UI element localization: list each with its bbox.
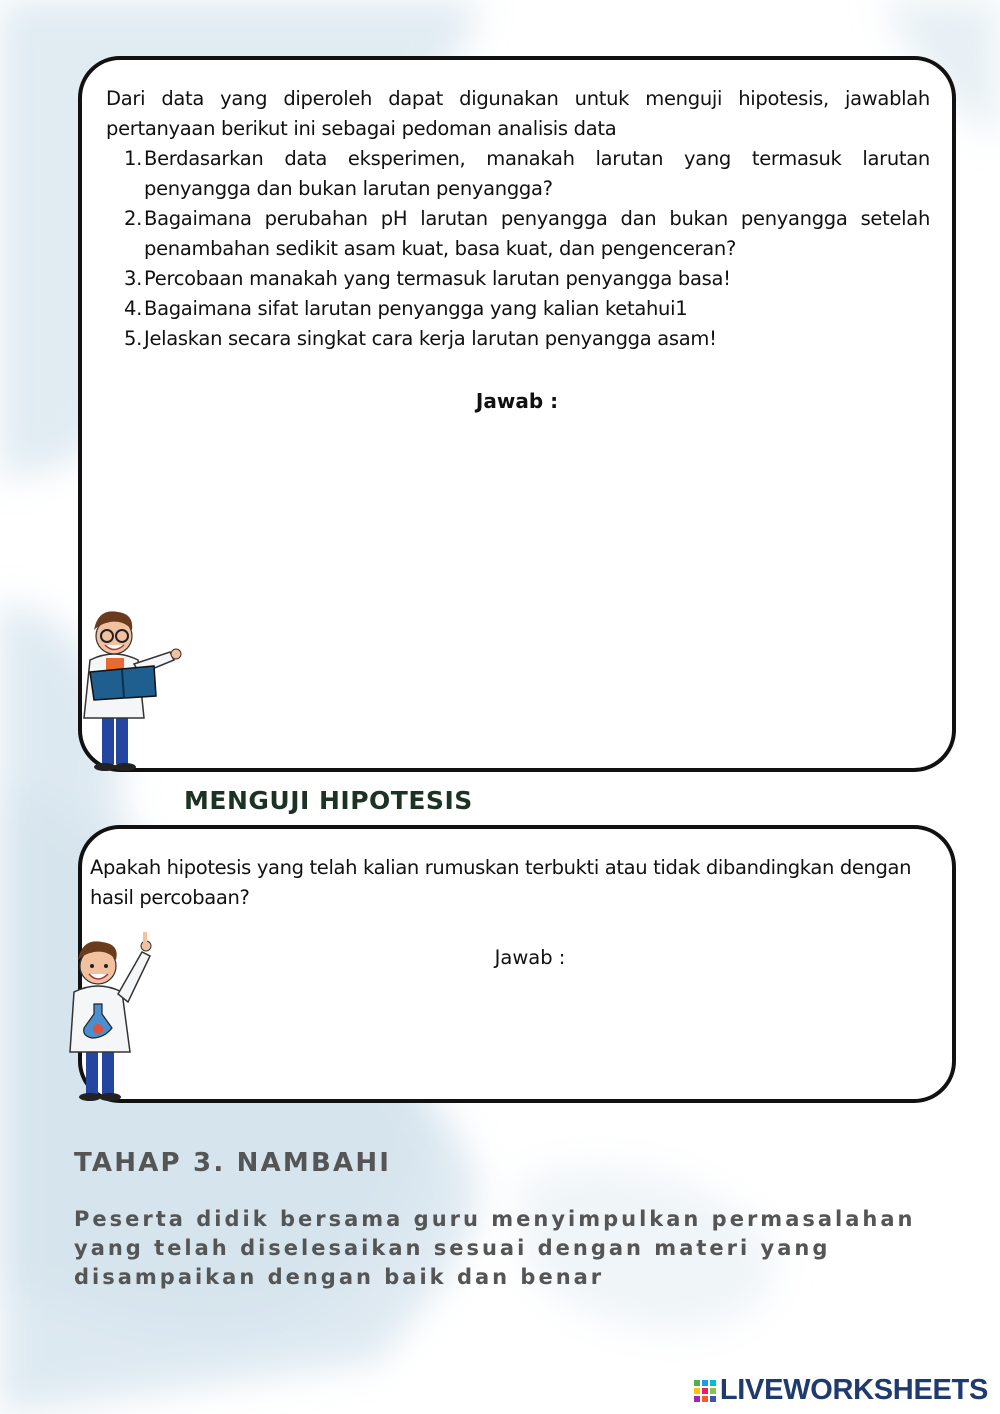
liveworksheets-logo bbox=[694, 1374, 988, 1407]
question-item bbox=[116, 144, 930, 204]
question-number: 1. bbox=[123, 147, 142, 170]
stage-title: TAHAP 3. NAMBAHI bbox=[74, 1148, 392, 1178]
question-text: Jelaskan secara singkat cara kerja larutan penyangga asam! bbox=[144, 327, 717, 350]
analysis-questions-box bbox=[78, 56, 956, 772]
hypothesis-question-box bbox=[78, 825, 956, 1103]
liveworksheets-logo-text: LIVEWORKSHEETS bbox=[719, 1374, 988, 1406]
hypothesis-question-line-2: hasil percobaan? bbox=[90, 886, 250, 909]
section-title-menguji-hipotesis: MENGUJI HIPOTESIS bbox=[184, 786, 473, 815]
question-text: Bagaimana perubahan pH larutan penyangga dan bukan penyangga setelah penambahan sedikit asam kuat, basa kuat, dan pengenceran? bbox=[144, 207, 930, 260]
question-number: 4. bbox=[123, 297, 142, 320]
hypothesis-answer-label: Jawab : bbox=[494, 946, 566, 969]
question-text: Berdasarkan data eksperimen, manakah larutan yang termasuk larutan penyangga dan bukan larutan penyangga? bbox=[144, 147, 930, 200]
question-item bbox=[116, 324, 930, 354]
question-text: Percobaan manakah yang termasuk larutan penyangga basa! bbox=[144, 267, 731, 290]
question-number: 3. bbox=[123, 267, 142, 290]
question-item bbox=[116, 204, 930, 264]
analysis-intro-text: Dari data yang diperoleh dapat digunakan untuk menguji hipotesis, jawablah pertanyaan berikut ini sebagai pedoman analisis data bbox=[106, 87, 930, 140]
hypothesis-question-text bbox=[90, 853, 954, 913]
analysis-answer-label: Jawab : bbox=[475, 389, 559, 413]
analysis-question-list bbox=[116, 144, 930, 354]
question-item bbox=[116, 264, 930, 294]
question-number: 2. bbox=[123, 207, 142, 230]
liveworksheets-grid-icon bbox=[694, 1380, 716, 1402]
scientist-reading-book-icon bbox=[72, 600, 190, 772]
question-number: 5. bbox=[123, 327, 142, 350]
question-item bbox=[116, 294, 930, 324]
hypothesis-question-line-1: Apakah hipotesis yang telah kalian rumuskan terbukti atau tidak dibandingkan dengan bbox=[90, 856, 912, 879]
scientist-holding-flask-icon bbox=[64, 930, 160, 1102]
stage-description: Peserta didik bersama guru menyimpulkan permasalahan yang telah diselesaikan sesuai dengan materi yang disampaikan dengan baik dan benar bbox=[74, 1207, 916, 1289]
question-text: Bagaimana sifat larutan penyangga yang kalian ketahui1 bbox=[144, 297, 688, 320]
